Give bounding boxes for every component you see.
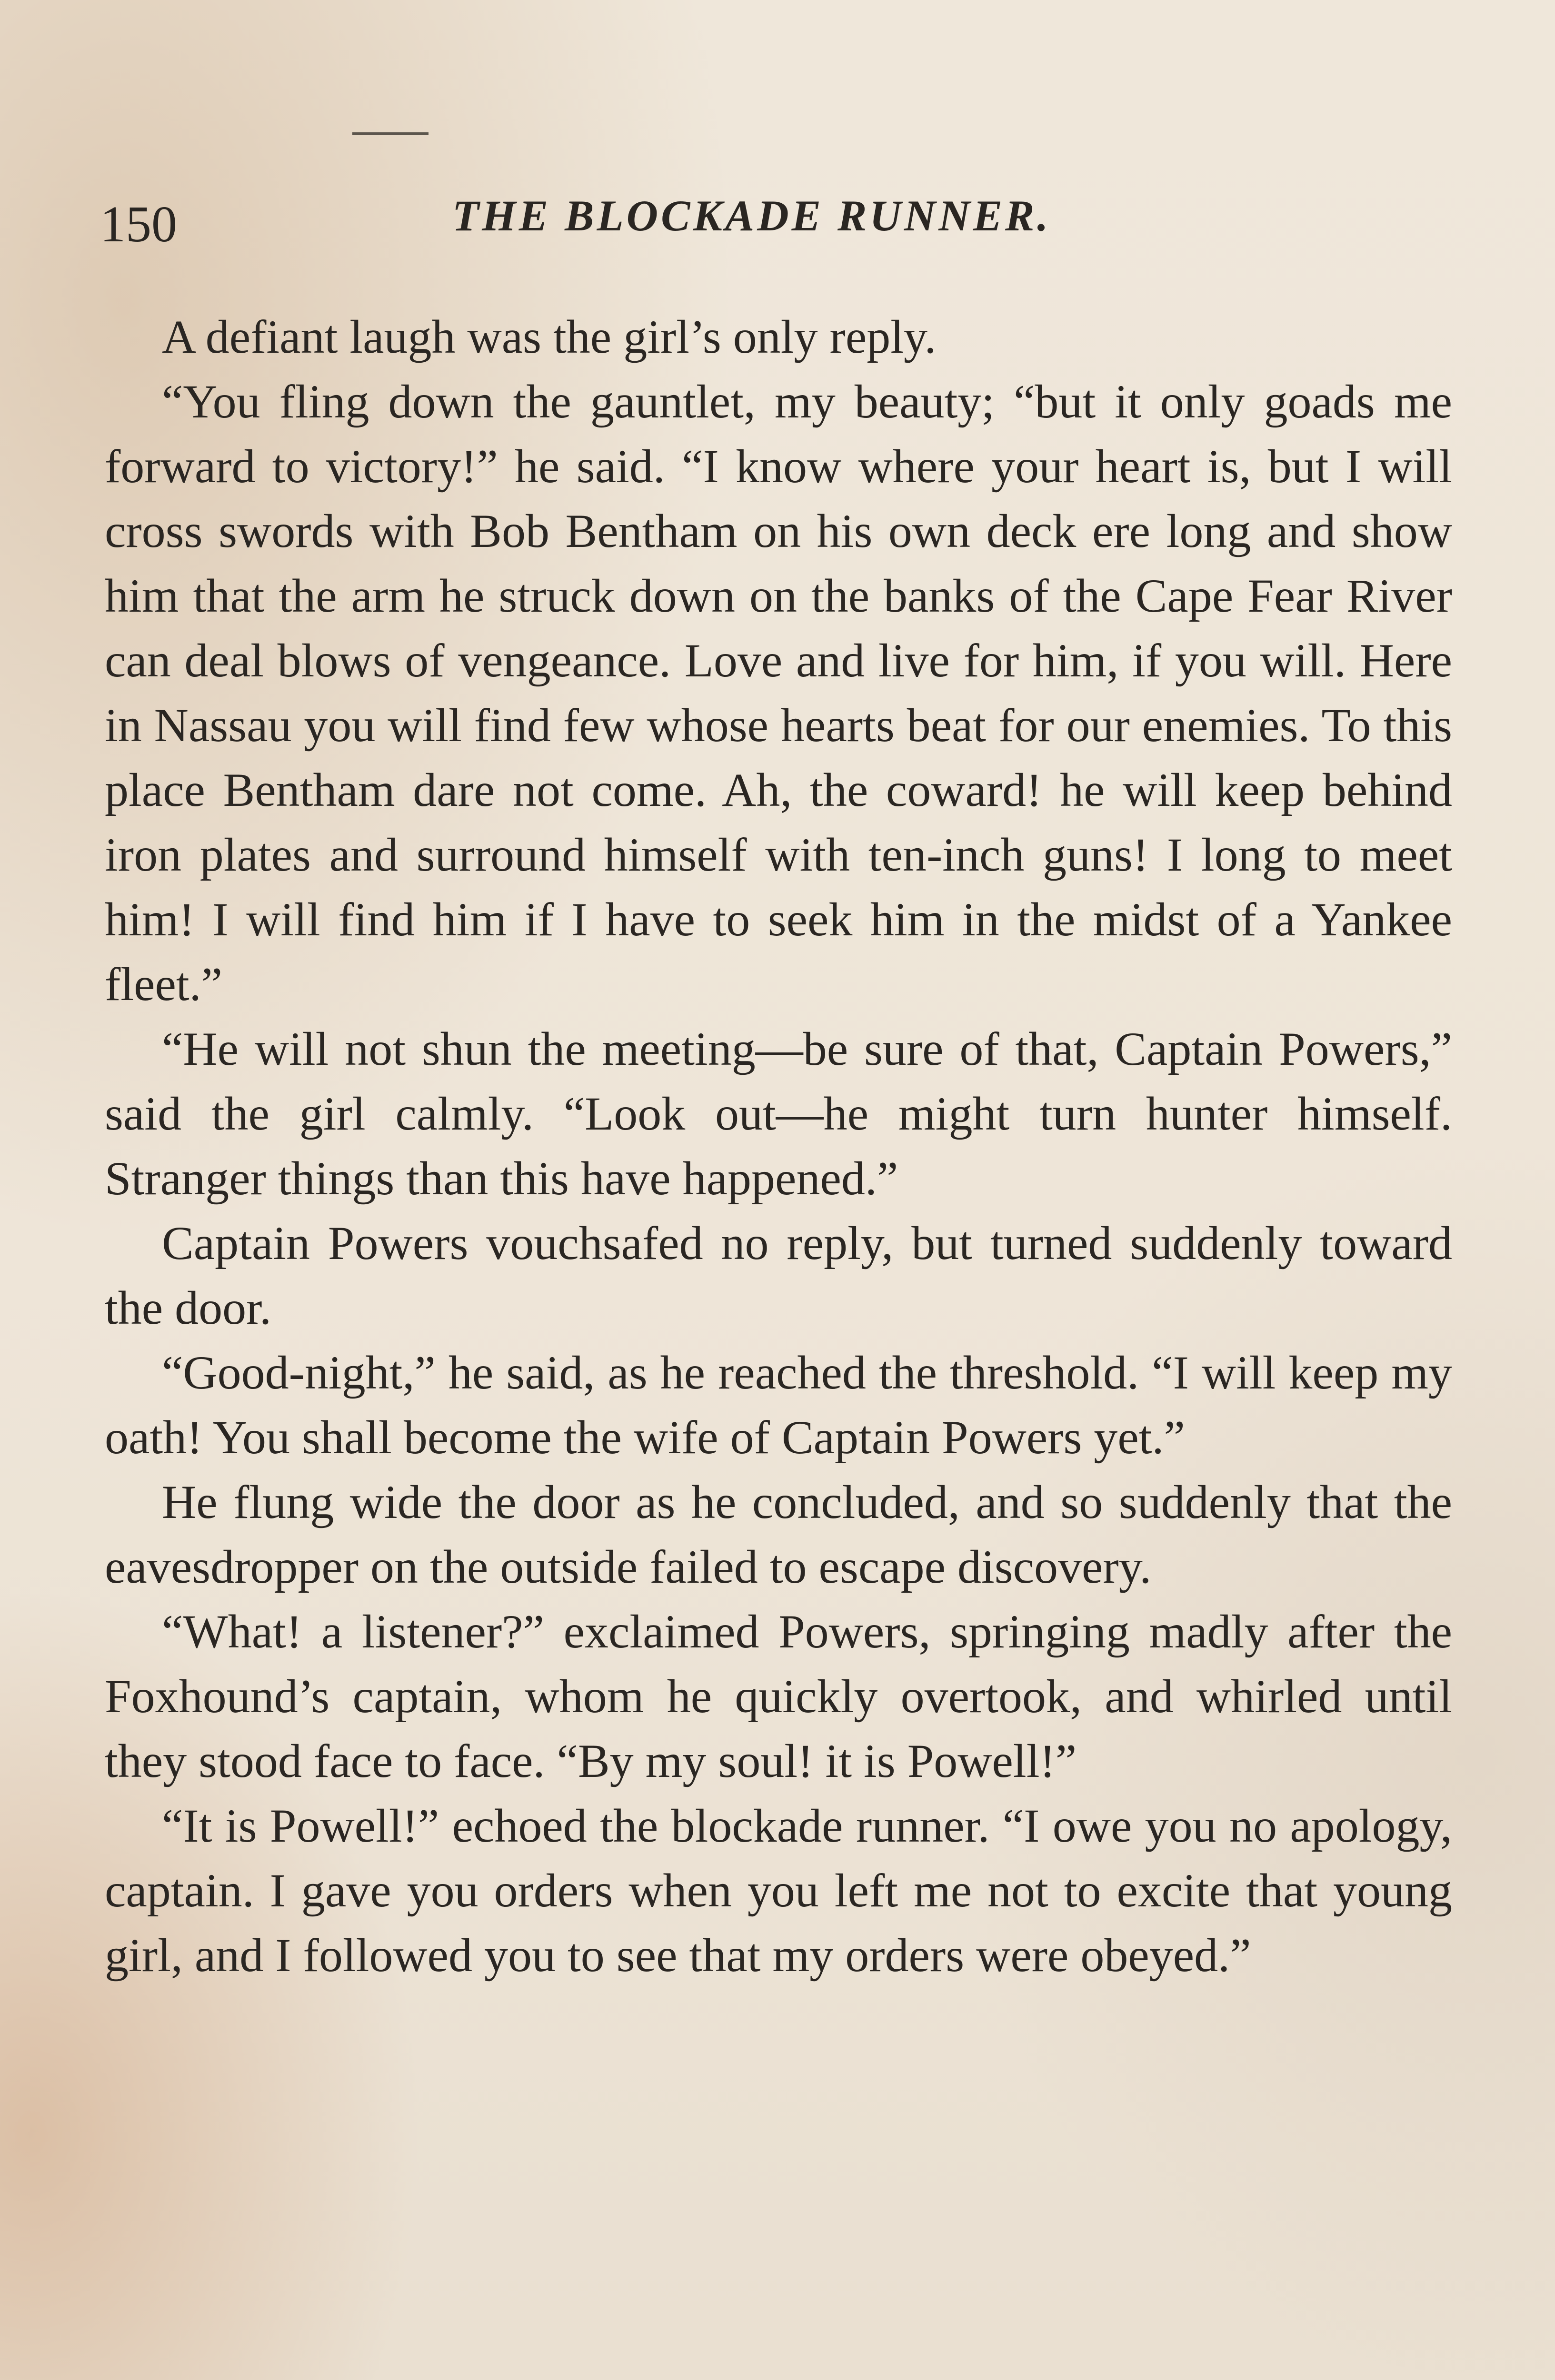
paragraph-3: “He will not shun the meeting—be sure of that, Captain Powers,” said the girl calmly. “Look out—he might turn hunter himself. Stranger things than this have happened.” xyxy=(105,1022,1452,1205)
paragraph-7: “What! a listener?” exclaimed Powers, springing madly after the Foxhound’s captain, whom he quickly overtook, and whirled until they stood face to face. “By my soul! it is Powell!” xyxy=(105,1605,1452,1787)
paragraph-4: Captain Powers vouchsafed no reply, but turned suddenly toward the door. xyxy=(105,1217,1452,1334)
body-text xyxy=(105,305,1452,1988)
top-rule-mark xyxy=(352,132,429,140)
paragraph-2: “You fling down the gauntlet, my beauty; “but it only goads me forward to victory!” he said. “I know where your heart is, but I will cross swords with Bob Bentham on his own deck ere long and show him that the arm he struck down on the banks of the Cape Fear River can deal blows of vengeance. Love and live for him, if you will. Here in Nassau you will find few whose hearts beat for our enemies. To this place Bentham dare not come. Ah, the coward! he will keep behind iron plates and surround himself with ten-inch guns! I long to meet him! I will find him if I have to seek him in the midst of a Yankee fleet.” xyxy=(105,375,1452,1011)
running-title: THE BLOCKADE RUNNER. xyxy=(452,191,1051,240)
running-header xyxy=(100,186,1457,257)
page-number: 150 xyxy=(100,196,177,253)
paragraph-6: He flung wide the door as he concluded, and so suddenly that the eavesdropper on the outside failed to escape discovery. xyxy=(105,1476,1452,1593)
paragraph-1: A defiant laugh was the girl’s only reply. xyxy=(162,310,937,363)
paragraph-5: “Good-night,” he said, as he reached the threshold. “I will keep my oath! You shall become the wife of Captain Powers yet.” xyxy=(105,1346,1452,1464)
paragraph-8: “It is Powell!” echoed the blockade runner. “I owe you no apology, captain. I gave you orders when you left me not to excite that young girl, and I followed you to see that my orders were obeyed.” xyxy=(105,1799,1452,1982)
